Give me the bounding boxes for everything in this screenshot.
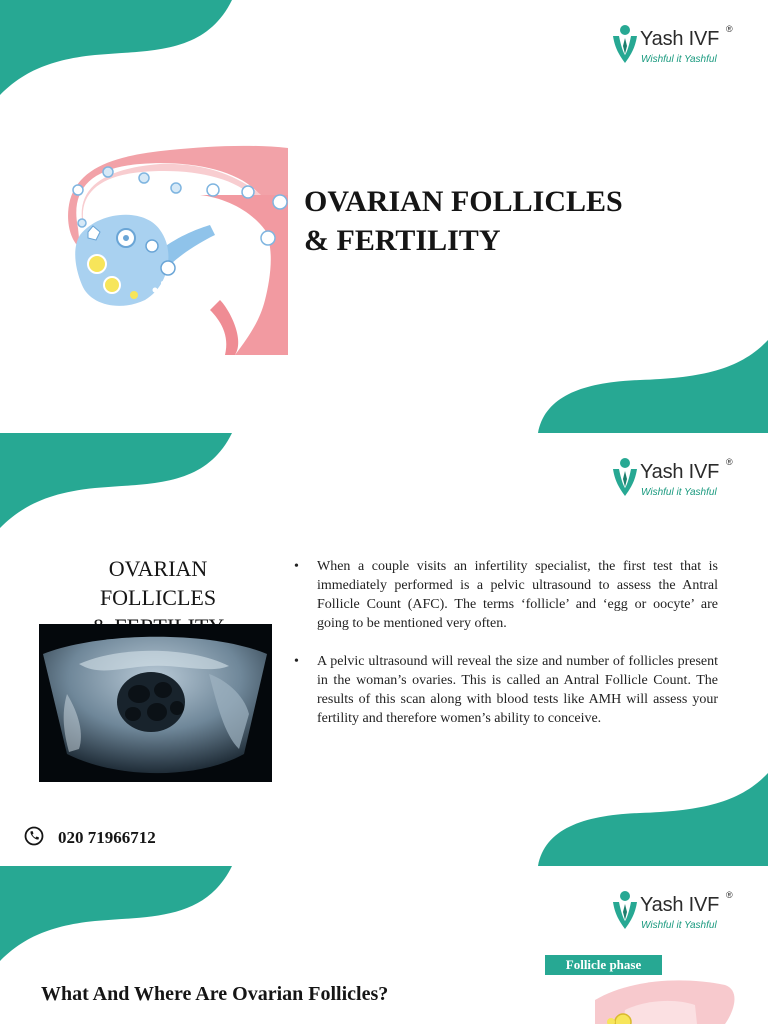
- bullet-item: [294, 557, 718, 633]
- follicle-phase-label: Follicle phase: [545, 955, 662, 975]
- registered-mark: ®: [726, 457, 733, 467]
- bullet-text: When a couple visits an infertility specialist, the first test that is immediately performed is a pelvic ultrasound to assess the Antral Follicle Count (AFC). The terms ‘follicle’ and ‘egg or oocyte’ are going to be mentioned very often.: [317, 559, 718, 631]
- logo-tagline: Wishful it Yashful: [641, 487, 717, 498]
- slide-afc: [0, 433, 768, 866]
- heading-line-1: OVARIAN: [108, 556, 208, 581]
- slide-title: [0, 0, 768, 433]
- slide-follicles: [0, 866, 768, 1024]
- registered-mark: ®: [726, 24, 733, 34]
- ovary-uterus-illustration: [60, 140, 290, 360]
- yash-ivf-figure-icon: [612, 457, 638, 497]
- phone-icon: [24, 826, 44, 846]
- slide-title-heading: [304, 182, 623, 260]
- logo-tagline: Wishful it Yashful: [641, 920, 717, 931]
- yash-ivf-figure-icon: [612, 24, 638, 64]
- bullet-dot: •: [294, 654, 299, 669]
- heading-line-2: FOLLICLES: [99, 585, 217, 610]
- title-line-2: & FERTILITY: [304, 224, 501, 257]
- title-line-1: OVARIAN FOLLICLES: [304, 185, 623, 218]
- bullet-item: [294, 652, 718, 728]
- logo-brand: Yash IVF: [640, 894, 720, 916]
- phone-number[interactable]: 020 71966712: [58, 828, 156, 847]
- logo: [612, 457, 742, 513]
- bullet-list: [294, 557, 718, 747]
- logo-tagline: Wishful it Yashful: [641, 54, 717, 65]
- logo: [612, 890, 742, 946]
- logo-brand: Yash IVF: [640, 28, 720, 50]
- yash-ivf-figure-icon: [612, 890, 638, 930]
- logo: [612, 24, 742, 80]
- follicle-phase-illustration: [585, 970, 745, 1024]
- bullet-dot: •: [294, 559, 299, 574]
- section-heading: What And Where Are Ovarian Follicles?: [41, 983, 389, 1005]
- bullet-text: A pelvic ultrasound will reveal the size and number of follicles present in the woman’s ovaries. This is called an Antral Follicle Count. The results of this scan along with blood tests like AMH will assess your fertility and therefore women’s ability to conceive.: [317, 654, 718, 726]
- logo-brand: Yash IVF: [640, 461, 720, 483]
- pelvic-ultrasound-image: [39, 624, 272, 782]
- registered-mark: ®: [726, 890, 733, 900]
